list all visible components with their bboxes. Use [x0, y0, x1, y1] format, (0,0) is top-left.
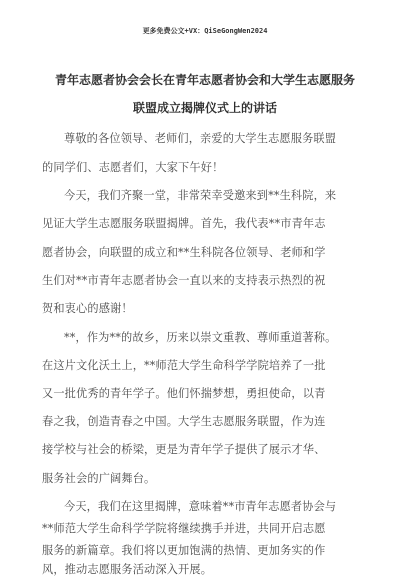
- paragraph-line: 今天，我们齐聚一堂，非常荣幸受邀来到**生科院，来: [64, 189, 337, 202]
- paragraph-line: **，作为**的故乡，历来以崇文重教、尊师重道著称。: [64, 331, 337, 344]
- paragraph-line: 春之我，创造青春之中国。大学生志愿服务联盟，作为连: [42, 415, 326, 428]
- paragraph-line: 在这片文化沃土上，**师范大学生命科学学院培养了一批: [42, 359, 326, 372]
- paragraph-line: 今天，我们在这里揭牌，意味着**市青年志愿者协会与: [64, 500, 337, 513]
- paragraph-line: 的同学们、志愿者们，大家下午好！: [42, 161, 224, 174]
- paragraph-line: 贺和衷心的感谢！: [42, 302, 133, 315]
- paragraph-line: 服务社会的广阔舞台。: [42, 472, 156, 485]
- paragraph-line: 生们对**市青年志愿者协会一直以来的支持表示热烈的祝: [42, 274, 326, 287]
- paragraph-line: 风，推动志愿服务活动深入开展。: [42, 563, 213, 576]
- paragraph-line: 又一批优秀的青年学子。他们怀揣梦想，勇担使命，以青: [42, 387, 326, 400]
- title-line-1: 青年志愿者协会会长在青年志愿者协会和大学生志愿服务: [54, 73, 355, 87]
- paragraph-line: 见证大学生志愿服务联盟揭牌。首先，我代表**市青年志: [42, 217, 326, 230]
- title-line-2: 联盟成立揭牌仪式上的讲话: [132, 101, 277, 115]
- paragraph-line: **师范大学生命科学学院将继续携手并进，共同开启志愿: [42, 522, 326, 535]
- paragraph-line: 接学校与社会的桥梁，更是为青年学子提供了展示才华、: [42, 443, 326, 456]
- paragraph-line: 服务的新篇章。我们将以更加饱满的热情、更加务实的作: [42, 544, 326, 557]
- paragraph-line: 尊敬的各位领导、老师们，亲爱的大学生志愿服务联盟: [64, 132, 337, 145]
- paragraph-line: 愿者协会，向联盟的成立和**生科院各位领导、老师和学: [42, 246, 326, 259]
- header-note: 更多免费公文+VX：QiSeGongWen2024: [142, 27, 268, 35]
